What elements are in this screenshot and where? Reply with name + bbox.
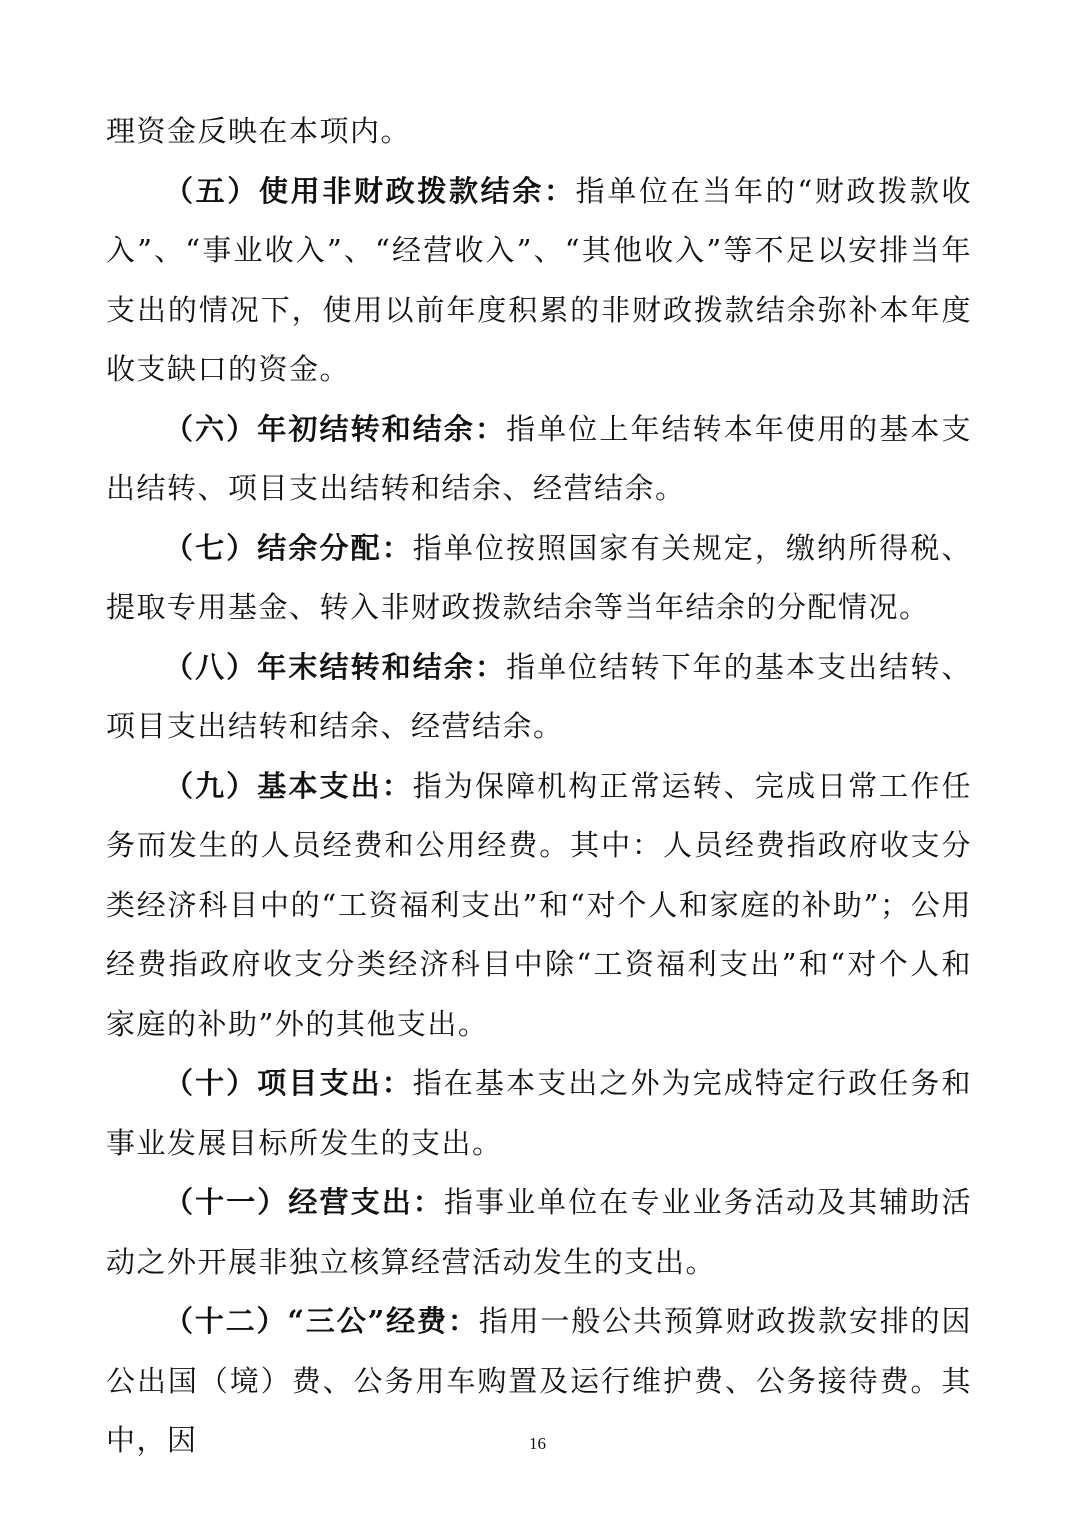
paragraph-text: 指为保障机构正常运转、完成日常工作任务而发生的人员经费和公用经费。其中：人员经费指政府收支分类经济科目中的“工资福利支出”和“对个人和家庭的补助”；公用经费指政府收支分类经济科目中除“工资福利支出”和“对个人和家庭的补助”外的其他支出。 (106, 768, 972, 1041)
paragraph-text: 指用一般公共预算财政拨款安排的因公出国（境）费、公务用车购置及运行维护费、公务接待费。其中，因 (106, 1304, 972, 1457)
paragraph-text: 指单位结转下年的基本支出结转、项目支出结转和结余、经营结余。 (106, 649, 972, 743)
paragraph-text: 指事业单位在专业业务活动及其辅助活动之外开展非独立核算经营活动发生的支出。 (106, 1185, 972, 1279)
paragraph-text: 指单位按照国家有关规定，缴纳所得税、提取专用基金、转入非财政拨款结余等当年结余的分配情况。 (106, 530, 972, 624)
paragraph-6 (106, 400, 972, 519)
paragraph-term: （七）结余分配： (164, 530, 413, 565)
paragraph-term: （十二）“三公”经费： (164, 1304, 479, 1338)
paragraph-7 (106, 519, 972, 638)
paragraph-term: （九）基本支出： (164, 768, 413, 803)
paragraph-term: （八）年末结转和结余： (164, 649, 507, 684)
paragraph-text: 理资金反映在本项内。 (106, 114, 412, 148)
paragraph-10 (106, 1054, 972, 1173)
page-number: 16 (529, 1434, 546, 1453)
paragraph-term: （五）使用非财政拨款结余： (164, 173, 576, 208)
paragraph-term: （十一）经营支出： (164, 1185, 444, 1219)
paragraph-text: 指在基本支出之外为完成特定行政任务和事业发展目标所发生的支出。 (106, 1066, 972, 1160)
paragraph-term: （十）项目支出： (164, 1066, 413, 1100)
paragraph-continuation (106, 102, 972, 162)
document-body (106, 102, 972, 1471)
paragraph-5 (106, 162, 972, 400)
paragraph-text: 指单位上年结转本年使用的基本支出结转、项目支出结转和结余、经营结余。 (106, 411, 972, 505)
paragraph-8 (106, 638, 972, 757)
paragraph-text: 指单位在当年的“财政拨款收入”、“事业收入”、“经营收入”、“其他收入”等不足以安排当年支出的情况下，使用以前年度积累的非财政拨款结余弥补本年度收支缺口的资金。 (106, 173, 972, 386)
paragraph-11 (106, 1173, 972, 1292)
paragraph-9 (106, 757, 972, 1055)
paragraph-term: （六）年初结转和结余： (164, 411, 507, 446)
